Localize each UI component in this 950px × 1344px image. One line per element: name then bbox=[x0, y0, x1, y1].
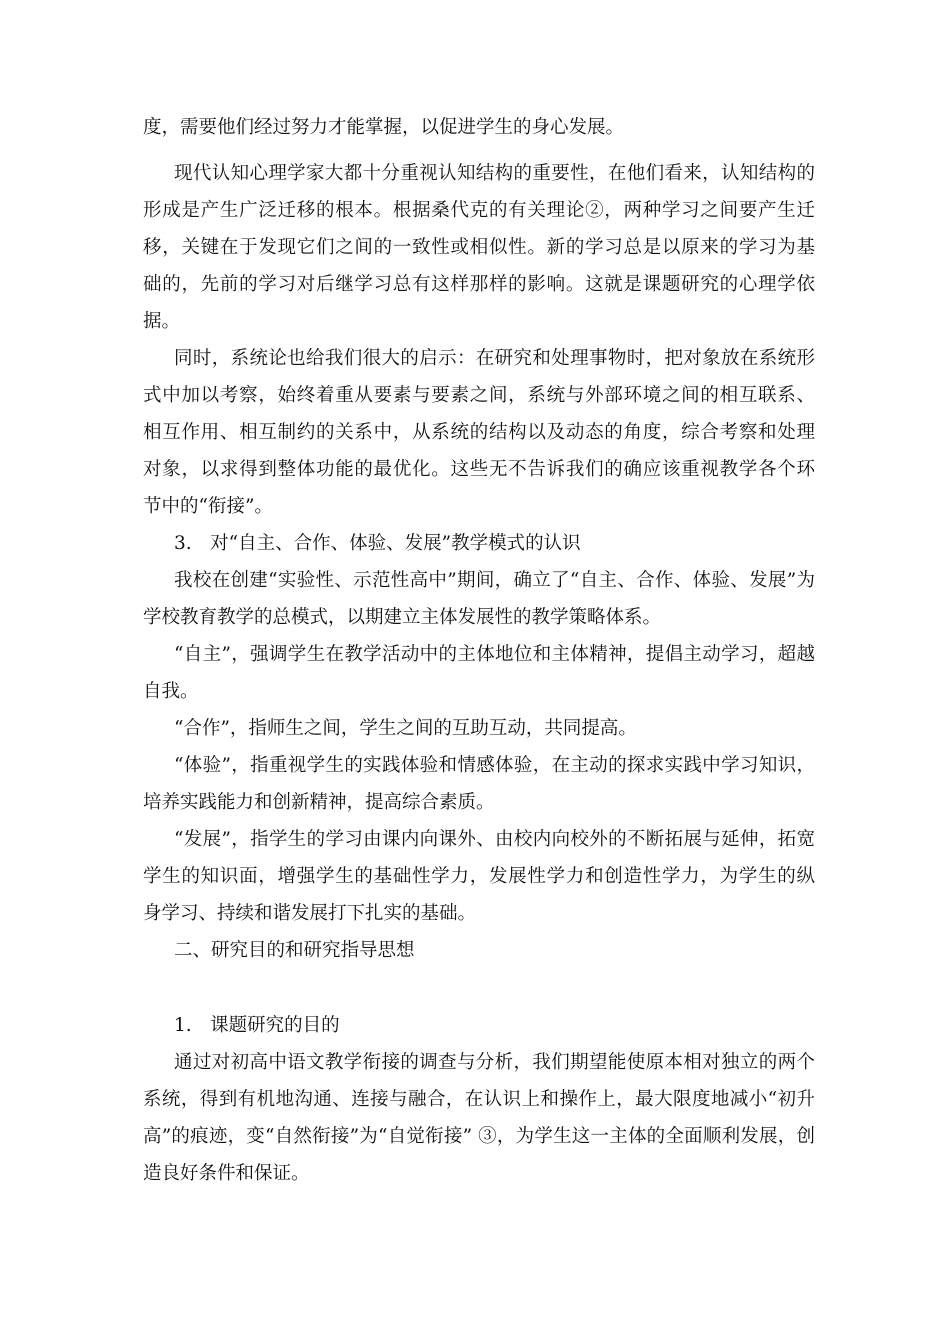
text-line: 系统，得到有机地沟通、连接与融合，在认识上和操作上，最大限度地减小“初升 bbox=[143, 1089, 815, 1110]
text-line: 身学习、持续和谐发展打下扎实的基础。 bbox=[143, 903, 477, 924]
text-line: 培养实践能力和创新精神，提高综合素质。 bbox=[143, 792, 495, 813]
text-line: 学校教育教学的总模式，以期建立主体发展性的教学策略体系。 bbox=[143, 607, 662, 628]
section-heading: 二、研究目的和研究指导思想 bbox=[174, 940, 415, 961]
text-line: 式中加以考察，始终着重从要素与要素之间，系统与外部环境之间的相互联系、 bbox=[143, 385, 815, 406]
text-line: 现代认知心理学家大都十分重视认知结构的重要性，在他们看来，认知结构的 bbox=[174, 163, 815, 184]
text-line: 通过对初高中语文教学衔接的调查与分析，我们期望能使原本相对独立的两个 bbox=[174, 1052, 815, 1073]
text-line: 节中的“衔接”。 bbox=[143, 496, 273, 517]
text-line: 我校在创建“实验性、示范性高中”期间，确立了“自主、合作、体验、发展”为 bbox=[174, 570, 815, 591]
text-line: 度，需要他们经过努力才能掌握，以促进学生的身心发展。 bbox=[143, 117, 625, 138]
text-line: 自我。 bbox=[143, 681, 199, 702]
text-line: 学生的知识面，增强学生的基础性学力，发展性学力和创造性学力，为学生的纵 bbox=[143, 866, 815, 887]
subsection-heading: 1. 课题研究的目的 bbox=[174, 1015, 340, 1036]
text-line: 移，关键在于发现它们之间的一致性或相似性。新的学习总是以原来的学习为基 bbox=[143, 237, 815, 258]
text-line: 同时，系统论也给我们很大的启示：在研究和处理事物时，把对象放在系统形 bbox=[174, 348, 815, 369]
text-line: 据。 bbox=[143, 311, 181, 332]
text-line: “自主”，强调学生在教学活动中的主体地位和主体精神，提倡主动学习，超越 bbox=[174, 644, 815, 665]
text-line: 础的，先前的学习对后继学习总有这样那样的影响。这就是课题研究的心理学依 bbox=[143, 274, 815, 295]
text-line: 形成是产生广泛迁移的根本。根据桑代克的有关理论②，两种学习之间要产生迁 bbox=[143, 200, 815, 221]
text-line: “体验”，指重视学生的实践体验和情感体验，在主动的探求实践中学习知识， bbox=[174, 755, 815, 776]
text-line: “合作”，指师生之间，学生之间的互助互动，共同提高。 bbox=[174, 718, 637, 739]
text-line: 高”的痕迹，变“自然衔接”为“自觉衔接” ③，为学生这一主体的全面顺利发展，创 bbox=[143, 1126, 815, 1147]
section-heading: 3. 对“自主、合作、体验、发展”教学模式的认识 bbox=[174, 533, 581, 554]
text-line: 造良好条件和保证。 bbox=[143, 1163, 310, 1184]
text-line: 相互作用、相互制约的关系中，从系统的结构以及动态的角度，综合考察和处理 bbox=[143, 422, 815, 443]
text-line: 对象，以求得到整体功能的最优化。这些无不告诉我们的确应该重视教学各个环 bbox=[143, 459, 815, 480]
text-line: “发展”，指学生的学习由课内向课外、由校内向校外的不断拓展与延伸，拓宽 bbox=[174, 829, 815, 850]
